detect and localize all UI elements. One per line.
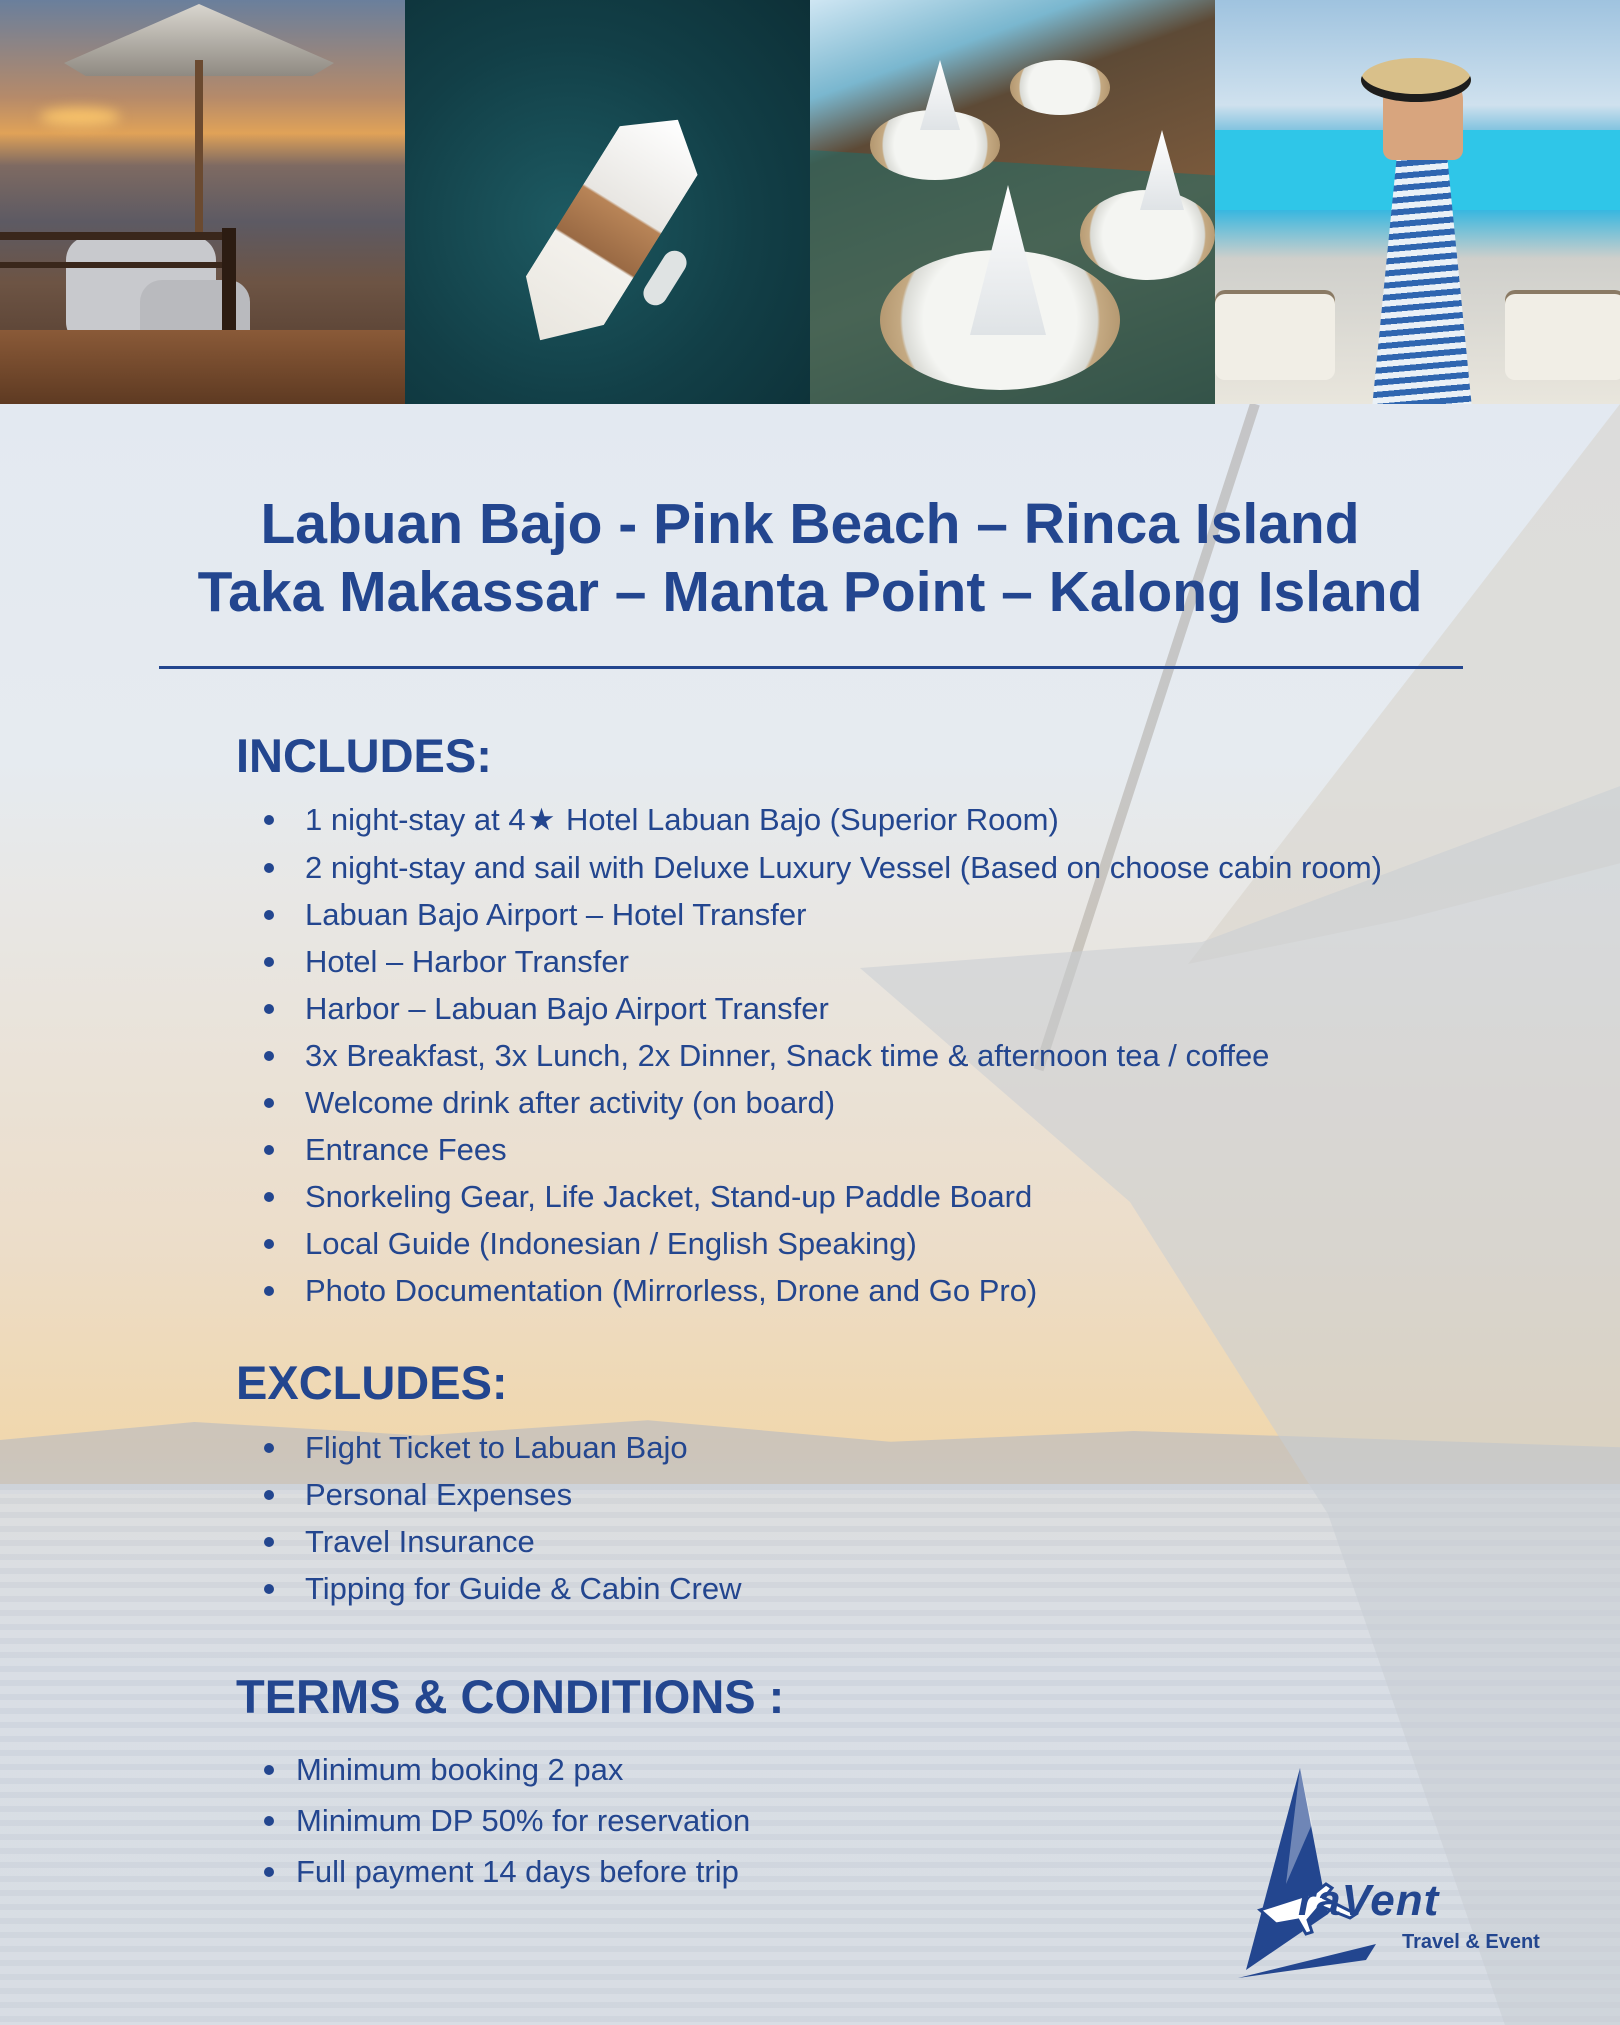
title-divider (159, 666, 1463, 669)
list-item: Harbor – Labuan Bajo Airport Transfer (236, 985, 1382, 1032)
terms-heading: TERMS & CONDITIONS : (236, 1670, 785, 1723)
logo-tagline: Travel & Event (1402, 1931, 1540, 1953)
list-item: Entrance Fees (236, 1126, 1382, 1173)
list-item: 3x Breakfast, 3x Lunch, 2x Dinner, Snack time & afternoon tea / coffee (236, 1032, 1382, 1079)
list-item-text-part: Hotel Labuan Bajo (Superior Room) (557, 802, 1059, 837)
list-item (236, 796, 1382, 844)
excludes-heading: EXCLUDES: (236, 1356, 508, 1409)
includes-list (236, 796, 1382, 1314)
list-item: Snorkeling Gear, Life Jacket, Stand-up Paddle Board (236, 1173, 1382, 1220)
star-icon: ★ (527, 802, 556, 838)
list-item: Tipping for Guide & Cabin Crew (236, 1565, 742, 1612)
excludes-list (236, 1424, 742, 1612)
list-item: Local Guide (Indonesian / English Speaking) (236, 1220, 1382, 1267)
logo-wordmark: raVent (1298, 1876, 1440, 1925)
list-item: Full payment 14 days before trip (236, 1846, 750, 1897)
sunset-deck-photo (0, 0, 405, 404)
travent-logo (1216, 1764, 1556, 1994)
list-item: Minimum booking 2 pax (236, 1744, 750, 1795)
list-item: Minimum DP 50% for reservation (236, 1795, 750, 1846)
list-item: Flight Ticket to Labuan Bajo (236, 1424, 742, 1471)
list-item: Labuan Bajo Airport – Hotel Transfer (236, 891, 1382, 938)
itinerary-title (0, 490, 1620, 626)
dining-table-photo (810, 0, 1215, 404)
list-item-text-part: 1 night-stay at 4 (305, 802, 526, 837)
list-item: Travel Insurance (236, 1518, 742, 1565)
itinerary-title-line-2: Taka Makassar – Manta Point – Kalong Island (197, 560, 1423, 624)
list-item: Hotel – Harbor Transfer (236, 938, 1382, 985)
list-item: 2 night-stay and sail with Deluxe Luxury Vessel (Based on choose cabin room) (236, 844, 1382, 891)
includes-heading: INCLUDES: (236, 729, 492, 782)
aerial-boat-photo (405, 0, 810, 404)
list-item: Welcome drink after activity (on board) (236, 1079, 1382, 1126)
list-item: Personal Expenses (236, 1471, 742, 1518)
pool-photo (1215, 0, 1620, 404)
list-item: Photo Documentation (Mirrorless, Drone and Go Pro) (236, 1267, 1382, 1314)
terms-list (236, 1744, 750, 1897)
itinerary-title-line-1: Labuan Bajo - Pink Beach – Rinca Island (260, 492, 1360, 556)
photo-strip (0, 0, 1620, 404)
